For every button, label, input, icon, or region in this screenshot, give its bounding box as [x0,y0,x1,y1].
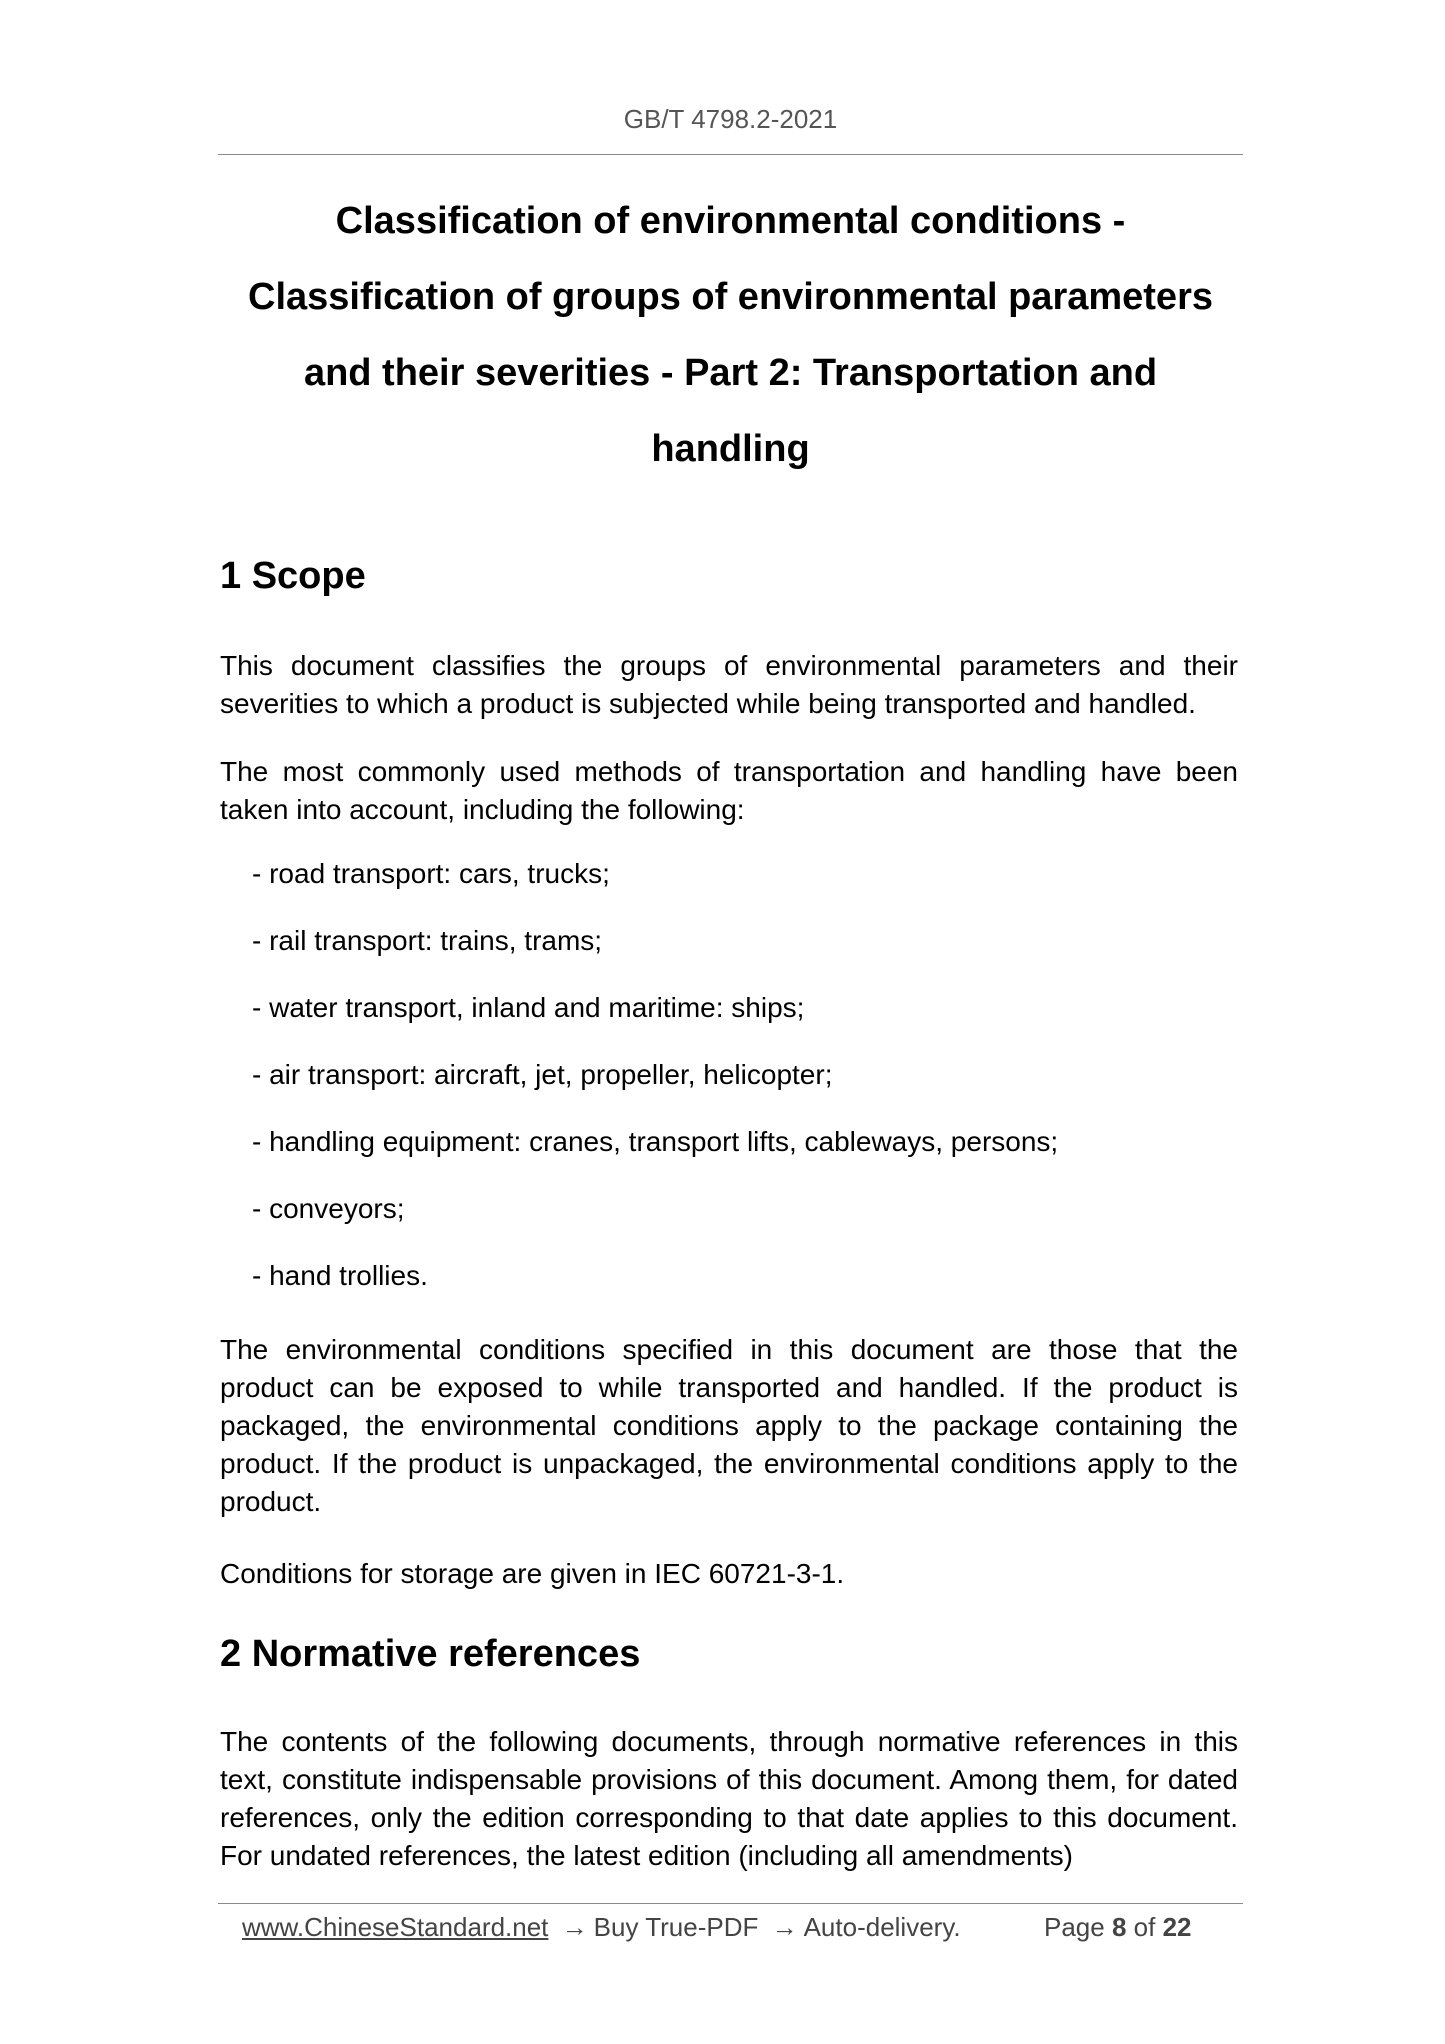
normative-references-paragraph: The contents of the following documents, through normative references in this text, constitute indispensable provisions of this document. Among them, for dated references, only the edition corresponding to that date applies to this document. For undated references, the latest edition (including all amendments) [220,1726,1238,1871]
page-number [1044,1912,1192,1943]
document-title [218,183,1243,487]
title-line: handling [651,428,810,470]
transport-methods-list [252,855,1058,1324]
section-heading-normative-references: 2 Normative references [220,1633,641,1675]
running-header: GB/T 4798.2-2021 [623,104,838,134]
footer-rule [218,1903,1243,1904]
scope-paragraph-3: The environmental conditions specified in this document are those that the product can be exposed to while transported and handled. If the product is packaged, the environmental conditions apply to the package containing the product. If the product is unpackaged, the environmental conditions apply to the product. [220,1334,1238,1517]
list-item: - conveyors; [252,1193,405,1224]
auto-delivery-text: Auto-delivery. [803,1912,961,1942]
total-pages: 22 [1162,1912,1192,1942]
list-item: - water transport, inland and maritime: ships; [252,992,805,1023]
list-item: - air transport: aircraft, jet, propeller, helicopter; [252,1059,833,1090]
website-link[interactable]: www.ChineseStandard.net [242,1912,549,1942]
current-page: 8 [1111,1912,1127,1942]
list-item: - handling equipment: cranes, transport lifts, cableways, persons; [252,1126,1059,1157]
title-line: and their severities - Part 2: Transportation and [303,352,1158,394]
arrow-right-icon: → [561,1912,588,1942]
scope-paragraph-1: This document classifies the groups of environmental parameters and their severities to which a product is subjected while being transported and handled. [220,650,1238,719]
list-item: - rail transport: trains, trams; [252,925,603,956]
of-word: of [1133,1912,1156,1942]
page-word: Page [1044,1912,1105,1942]
buy-true-pdf-text: Buy True-PDF [593,1912,759,1942]
title-line: Classification of environmental conditions - [335,200,1126,242]
scope-paragraph-2: The most commonly used methods of transportation and handling have been taken into account, including the following: [220,756,1238,825]
section-heading-scope: 1 Scope [220,555,366,597]
arrow-right-icon: → [771,1912,798,1942]
title-line: Classification of groups of environmental parameters [248,276,1213,318]
list-item: - hand trollies. [252,1260,428,1291]
header-rule [218,154,1243,155]
page-footer [242,1912,1192,1943]
list-item: - road transport: cars, trucks; [252,858,610,889]
scope-paragraph-4: Conditions for storage are given in IEC 60721-3-1. [220,1558,845,1589]
